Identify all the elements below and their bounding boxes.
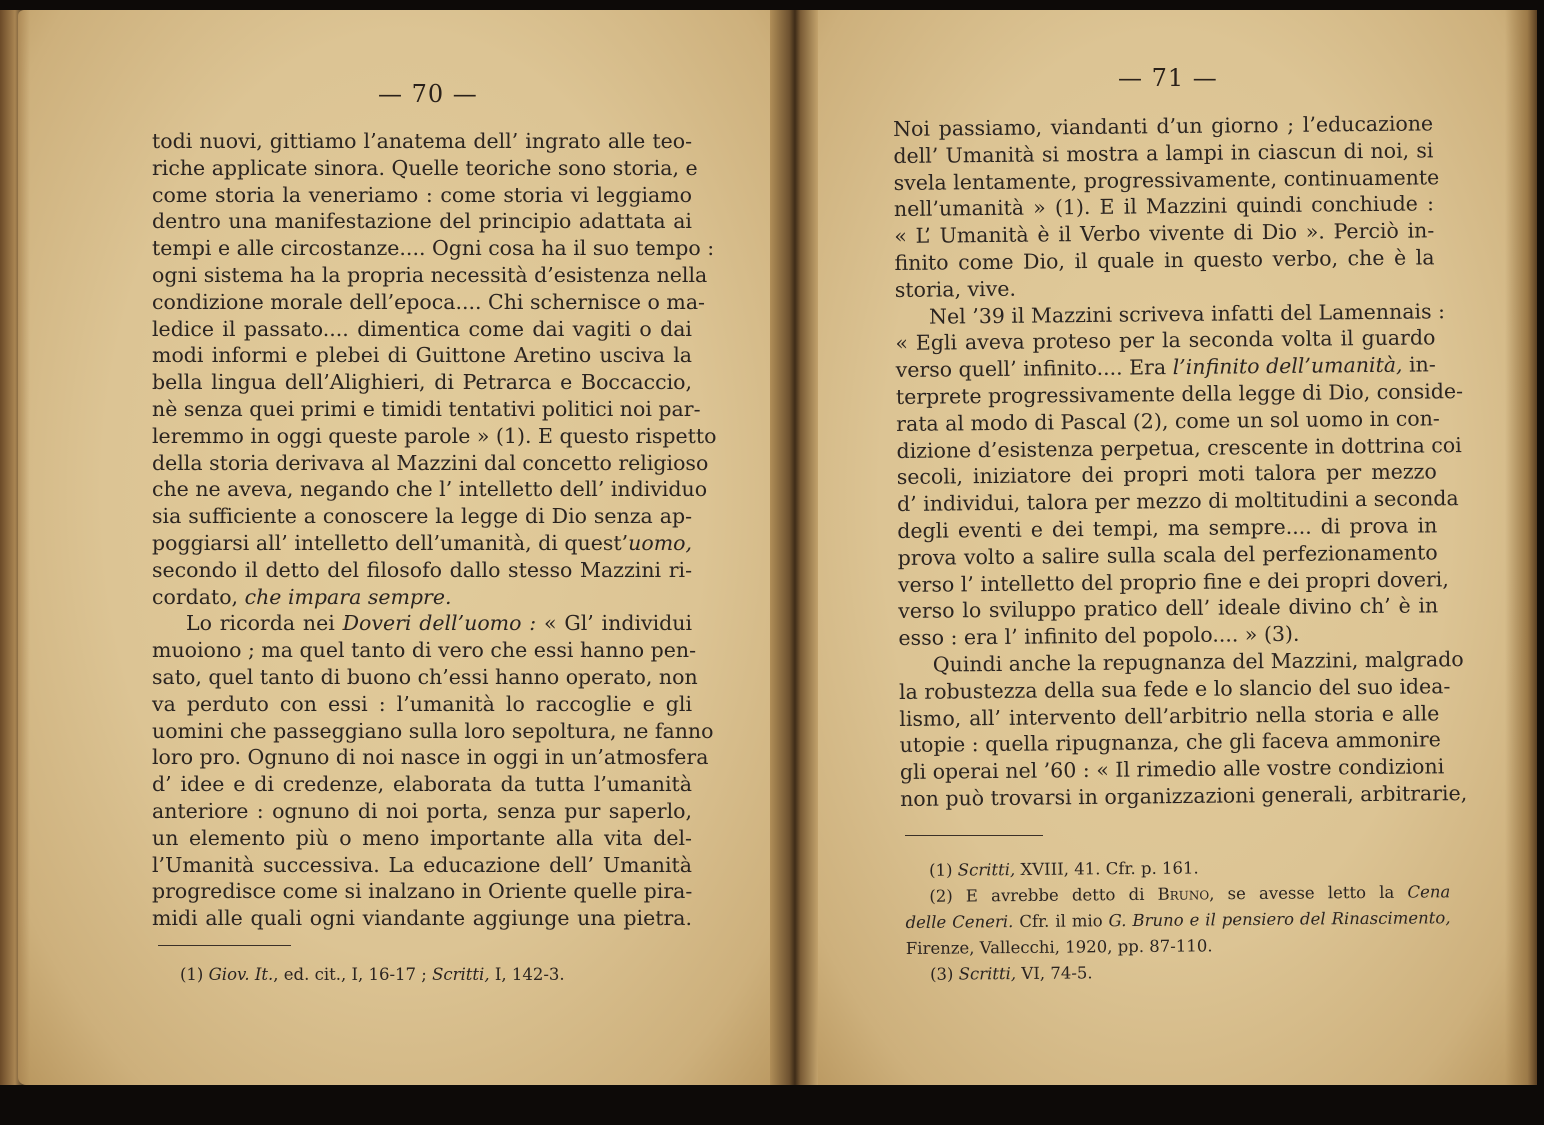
page-number-left: — 70 —: [378, 80, 478, 108]
footnote-title: G. Bruno e il pensiero del Rinascimento,: [1108, 908, 1451, 931]
italic-run: che impara sempre.: [244, 584, 452, 609]
left-body-text: [152, 128, 717, 932]
text-line: d’ idee e di credenze, elaborata da tutta l’umanità: [152, 772, 692, 797]
text-line: lismo, all’ intervento dell’arbitrio nella storia e alle: [899, 700, 1440, 731]
text-run: in-: [1402, 352, 1436, 377]
footnote-title: delle Ceneri.: [905, 912, 1014, 932]
book-gutter: [770, 10, 818, 1085]
text-run: verso quell’ infinito.... Era: [895, 355, 1167, 383]
text-line: l’Umanità successiva. La educazione dell’ Umanità: [152, 852, 692, 877]
text-line: dell’ Umanità si mostra a lampi in ciascun di noi, si: [893, 138, 1434, 168]
text-line: verso lo sviluppo pratico dell’ ideale divino ch’ è in: [898, 593, 1439, 624]
text-line-mixed: [152, 530, 692, 557]
text-line: nè senza quei primi e timidi tentativi politici noi par-: [152, 396, 701, 421]
text-line-mixed: [152, 584, 692, 611]
text-line: progredisce come si inalzano in Oriente quelle pira-: [152, 879, 693, 904]
text-line: dizione d’esistenza perpetua, crescente in dottrina coi: [896, 432, 1462, 463]
footnotes-left: [180, 962, 700, 988]
text-line: secoli, iniziatore dei propri moti talora per mezzo: [896, 459, 1437, 490]
footnote-rule-left: [158, 945, 291, 946]
footnote-source: Giov. It.: [208, 965, 274, 984]
text-run: cordato,: [152, 584, 239, 609]
paragraph-start: Quindi anche la repugnanza del Mazzini, malgrado: [932, 646, 1464, 677]
text-line: ogni sistema ha la propria necessità d’esistenza nella: [152, 262, 708, 287]
text-line: sato, quel tanto di buono ch’essi hanno operato, non: [152, 664, 698, 689]
text-line: leremmo in oggi queste parole » (1). E questo rispetto: [152, 423, 717, 448]
text-line: modi informi e plebei di Guittone Aretino usciva la: [152, 343, 692, 368]
text-run: poggiarsi all’ intelletto dell’umanità, di quest’: [152, 530, 629, 555]
footnote-text: XVIII, 41. Cfr. p. 161.: [1015, 858, 1199, 880]
footnote-marker: (2): [929, 886, 953, 906]
paragraph-start: Nel ’39 il Mazzini scriveva infatti del Lamennais :: [928, 298, 1446, 329]
text-line: todi nuovi, gittiamo l’anatema dell’ ingrato alle teo-: [152, 129, 692, 153]
text-line: va perduto con essi : l’umanità lo raccoglie e gli: [152, 691, 692, 716]
text-line: condizione morale dell’epoca.... Chi schernisce o ma-: [152, 289, 705, 314]
text-line: secondo il detto del filosofo dallo stesso Mazzini ri-: [152, 557, 692, 582]
text-line: nell’umanità » (1). E il Mazzini quindi conchiude :: [893, 191, 1435, 222]
footnote-text: , se avesse letto la: [1209, 882, 1408, 904]
text-run: « Gl’ individui: [536, 611, 693, 636]
footnote-marker: (3): [929, 964, 954, 984]
text-line: utopie : quella ripugnanza, che gli faceva ammonire: [899, 727, 1441, 758]
text-line: muoiono ; ma quel tanto di vero che essi hanno pen-: [152, 638, 697, 663]
text-line: bella lingua dell’Alighieri, di Petrarca e Boccaccio,: [152, 370, 692, 395]
text-line: Noi passiamo, viandanti d’un giorno ; l’educazione: [893, 111, 1434, 141]
text-line: che ne aveva, negando che l’ intelletto dell’ individuo: [152, 477, 708, 502]
text-line: svela lentamente, progressivamente, continuamente: [893, 164, 1440, 195]
text-line: degli eventi e dei tempi, ma sempre.... di prova in: [897, 513, 1438, 543]
text-line: gli operai nel ’60 : « Il rimedio alle vostre condizioni: [899, 754, 1445, 785]
right-body-text: [893, 110, 1468, 812]
text-line: la robustezza della sua fede e lo slancio del suo idea-: [898, 673, 1451, 704]
footnote-2-cont: [905, 905, 1450, 936]
text-line: d’ individui, talora per mezzo di moltitudini a seconda: [896, 486, 1459, 517]
footnote-text: I, 142-3.: [489, 965, 565, 984]
footnote-source: Scritti,: [957, 860, 1016, 880]
text-line: « Egli aveva proteso per la seconda volta il guardo: [895, 325, 1436, 356]
right-page-edge: [1505, 10, 1537, 1085]
text-line: midi alle quali ogni viandante aggiunge una pietra.: [152, 906, 692, 931]
text-line: sia sufficiente a conoscere la legge di Dio senza ap-: [152, 504, 692, 529]
footnote-3: [906, 957, 1451, 988]
italic-run: l’infinito dell’umanità,: [1172, 352, 1403, 380]
text-line: anteriore : ognuno di noi porta, senza pur saperlo,: [152, 798, 692, 823]
text-line: storia, vive.: [894, 276, 1017, 302]
footnote-marker: (1): [929, 860, 953, 880]
footnote-text: VI, 74-5.: [1016, 963, 1093, 984]
left-page-edge: [0, 10, 30, 1085]
footnote-title: Cena: [1407, 882, 1451, 902]
footnote-source: Scritti,: [432, 965, 490, 984]
text-line: riche applicate sinora. Quelle teoriche sono storia, e: [152, 155, 698, 180]
footnote-rule-right: [905, 835, 1043, 836]
text-line: prova volto a salire sulla scala del perfezionamento: [897, 540, 1438, 570]
text-line: non può trovarsi in organizzazioni generali, arbitrarie,: [900, 780, 1468, 811]
footnote-smallcaps: Bruno: [1157, 884, 1210, 904]
text-line: verso l’ intelletto del proprio fine e dei propri doveri,: [897, 566, 1449, 597]
footnote-2-cont: Firenze, Vallecchi, 1920, pp. 87-110.: [905, 936, 1213, 958]
footnote-text: Cfr. il mio: [1013, 911, 1109, 932]
text-line: terprete progressivamente della legge di Dio, conside-: [895, 379, 1464, 409]
text-line: tempi e alle circostanze.... Ogni cosa ha il suo tempo :: [152, 236, 715, 261]
footnote-text: E avrebbe detto di: [952, 884, 1158, 906]
text-line: loro pro. Ognuno di noi nasce in oggi in un’atmosfera: [152, 745, 709, 770]
page-number-right: — 71 —: [1118, 64, 1218, 92]
text-run: Lo ricorda nei: [186, 611, 335, 636]
italic-run: uomo,: [628, 530, 692, 555]
text-line: come storia la veneriamo : come storia vi leggiamo: [152, 182, 692, 207]
footnotes-right: [905, 853, 1451, 988]
text-line: esso : era l’ infinito del popolo.... » (3).: [898, 621, 1300, 651]
footnote-source: Scritti,: [958, 964, 1017, 984]
footnote-text: , ed. cit., I, 16-17 ;: [273, 965, 433, 984]
footnote-marker: (1): [180, 965, 204, 984]
text-line: un elemento più o meno importante alla vita del-: [152, 825, 692, 850]
text-line: uomini che passeggiano sulla loro sepoltura, ne fanno: [152, 718, 714, 743]
footnote-1: [180, 962, 700, 988]
paragraph-start: [152, 610, 692, 637]
text-line: ledice il passato.... dimentica come dai vagiti o dai: [152, 316, 692, 341]
text-line: dentro una manifestazione del principio adattata ai: [152, 209, 692, 234]
italic-title-run: Doveri dell’uomo :: [342, 611, 537, 636]
text-line: « L’ Umanità è il Verbo vivente di Dio ». Perciò in-: [894, 218, 1435, 249]
text-line: della storia derivava al Mazzini dal concetto religioso: [152, 450, 709, 475]
text-line: rata al modo di Pascal (2), come un sol uomo in con-: [896, 406, 1440, 436]
text-line: finito come Dio, il quale in questo verbo, che è la: [894, 245, 1435, 275]
